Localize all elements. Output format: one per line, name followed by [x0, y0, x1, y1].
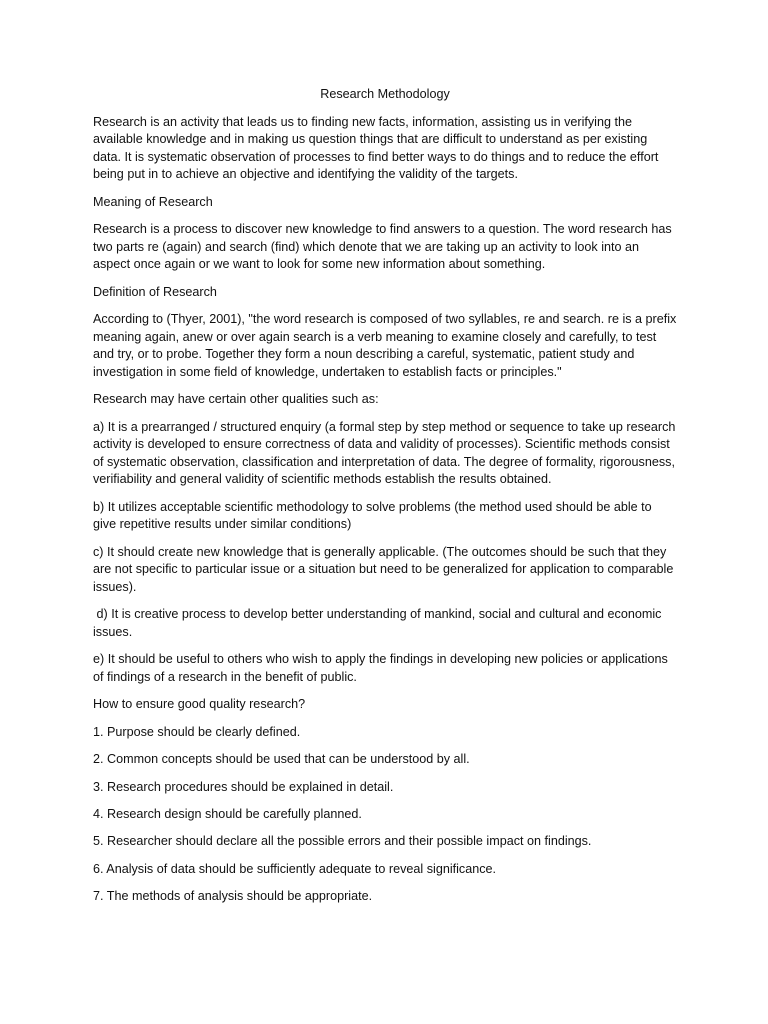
intro-paragraph: Research is an activity that leads us to finding new facts, information, assisting us in verifying the available knowledge and in making us question things that are difficult to understand as per existing data. It is systematic observation of processes to find better ways to do things and to reduce the effort being put in to achieve an objective and identifying the validity of the targets. — [93, 114, 659, 182]
list-item: 4. Research design should be carefully planned. — [93, 806, 362, 821]
quality-item-a: a) It is a prearranged / structured enquiry (a formal step by step method or sequence to take up research activity is developed to ensure correctness of data and validity of processes). Scientific methods consist of systematic observation, classification and interpretation of data. The degree of formality, rigorousness, verifiability and general validity of scientific methods establish the results obtained. — [93, 419, 676, 487]
definition-paragraph: According to (Thyer, 2001), "the word research is composed of two syllables, re and search. re is a prefix meaning again, anew or over again search is a verb meaning to examine closely and carefully, to test and try, or to probe. Together they form a noun describing a careful, systematic, patient study and investigation in some field of knowledge, undertaken to establish facts or principles." — [93, 312, 677, 379]
quality-item-d-text: d) It is creative process to develop better understanding of mankind, social and cultural and economic issues. — [93, 607, 662, 640]
good-quality-heading: How to ensure good quality research? — [93, 697, 306, 712]
qualities-intro: Research may have certain other qualities such as: — [93, 392, 379, 407]
meaning-heading: Meaning of Research — [93, 194, 213, 209]
definition-heading: Definition of Research — [93, 284, 217, 299]
document-title: Research Methodology — [320, 87, 450, 101]
document-page — [93, 86, 677, 916]
list-item: 1. Purpose should be clearly defined. — [93, 724, 301, 739]
list-item: 6. Analysis of data should be sufficiently adequate to reveal significance. — [93, 861, 497, 876]
quality-item-b: b) It utilizes acceptable scientific methodology to solve problems (the method used should be able to give repetitive results under similar conditions) — [93, 499, 652, 532]
list-item: 7. The methods of analysis should be appropriate. — [93, 889, 373, 904]
quality-item-e: e) It should be useful to others who wish to apply the findings in developing new policies or applications of findings of a research in the benefit of public. — [93, 652, 668, 684]
list-item: 5. Researcher should declare all the possible errors and their possible impact on findings. — [93, 834, 592, 849]
meaning-paragraph: Research is a process to discover new knowledge to find answers to a question. The word research has two parts re (again) and search (find) which denote that we are taking up an activity to look into an aspect once again or we want to look for some new information about something. — [93, 222, 672, 272]
list-item: 2. Common concepts should be used that can be understood by all. — [93, 752, 470, 767]
quality-item-d — [93, 606, 677, 641]
list-item: 3. Research procedures should be explained in detail. — [93, 779, 394, 794]
quality-item-c: c) It should create new knowledge that is generally applicable. (The outcomes should be such that they are not specific to particular issue or a situation but need to be generalized for application to comparable issues). — [93, 544, 674, 595]
